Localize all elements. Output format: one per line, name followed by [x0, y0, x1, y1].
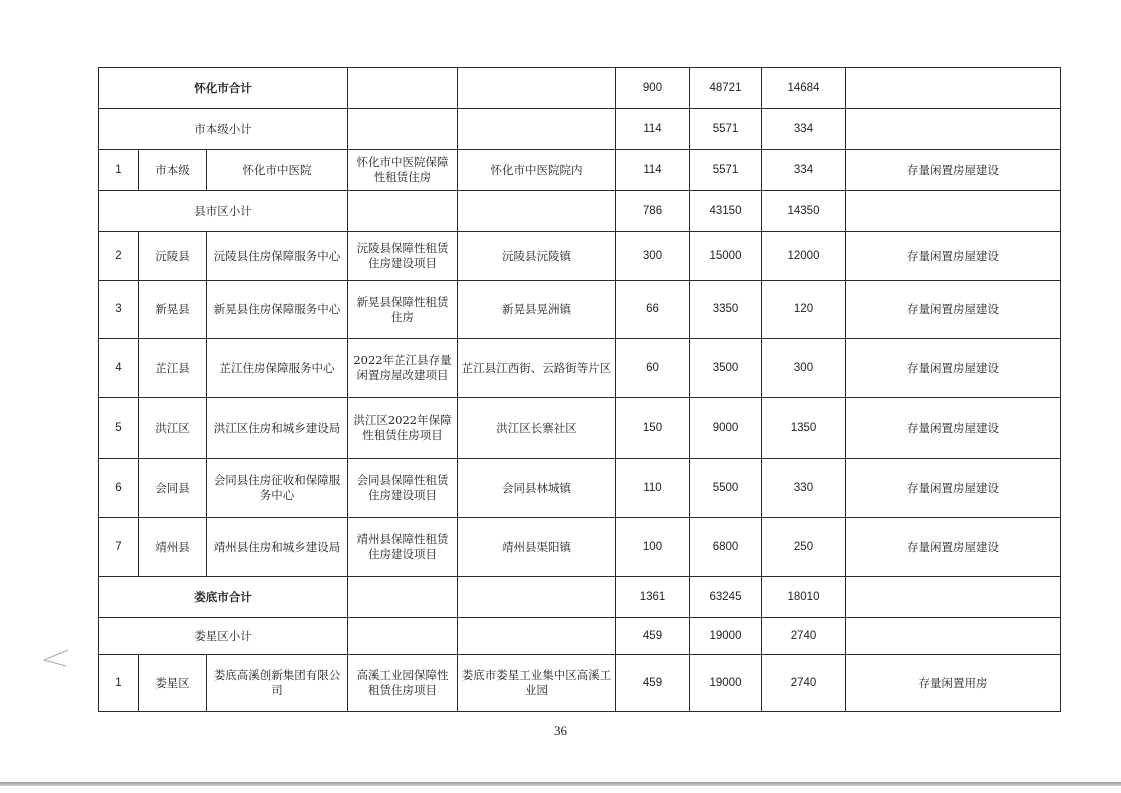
table-row — [99, 577, 1061, 618]
investment-cell: 2740 — [762, 655, 846, 712]
seq-cell: 6 — [99, 459, 139, 518]
empty-cell — [458, 618, 616, 655]
investment-cell: 330 — [762, 459, 846, 518]
units-cell: 150 — [616, 398, 690, 459]
location-cell: 芷江县江西街、云路街等片区 — [458, 339, 616, 398]
empty-cell — [846, 577, 1061, 618]
location-cell: 会同县林城镇 — [458, 459, 616, 518]
table-row — [99, 655, 1061, 712]
owner-cell: 新晃县住房保障服务中心 — [207, 281, 348, 339]
location-cell: 怀化市中医院院内 — [458, 150, 616, 191]
units-cell: 300 — [616, 232, 690, 281]
empty-cell — [348, 109, 458, 150]
county-cell: 市本级 — [139, 150, 207, 191]
location-cell: 娄底市娄星工业集中区高溪工业园 — [458, 655, 616, 712]
investment-cell: 1350 — [762, 398, 846, 459]
county-cell: 沅陵县 — [139, 232, 207, 281]
area-cell: 19000 — [690, 618, 762, 655]
investment-cell: 334 — [762, 150, 846, 191]
project-cell: 靖州县保障性租赁住房建设项目 — [348, 518, 458, 577]
empty-cell — [348, 191, 458, 232]
project-cell: 高溪工业园保障性租赁住房项目 — [348, 655, 458, 712]
seq-cell: 1 — [99, 655, 139, 712]
area-cell: 5571 — [690, 150, 762, 191]
method-cell: 存量闲置房屋建设 — [846, 232, 1061, 281]
method-cell: 存量闲置房屋建设 — [846, 459, 1061, 518]
seq-cell: 4 — [99, 339, 139, 398]
units-cell: 66 — [616, 281, 690, 339]
units-cell: 114 — [616, 150, 690, 191]
investment-cell: 12000 — [762, 232, 846, 281]
location-cell: 新晃县晃洲镇 — [458, 281, 616, 339]
area-cell: 3350 — [690, 281, 762, 339]
scan-edge-line — [0, 782, 1121, 786]
empty-cell — [846, 191, 1061, 232]
seq-cell: 5 — [99, 398, 139, 459]
area-cell: 63245 — [690, 577, 762, 618]
owner-cell: 怀化市中医院 — [207, 150, 348, 191]
project-cell: 沅陵县保障性租赁住房建设项目 — [348, 232, 458, 281]
investment-cell: 334 — [762, 109, 846, 150]
county-cell: 洪江区 — [139, 398, 207, 459]
empty-cell — [348, 577, 458, 618]
investment-cell: 14350 — [762, 191, 846, 232]
units-cell: 60 — [616, 339, 690, 398]
county-cell: 靖州县 — [139, 518, 207, 577]
empty-cell — [458, 191, 616, 232]
method-cell: 存量闲置房屋建设 — [846, 339, 1061, 398]
method-cell: 存量闲置用房 — [846, 655, 1061, 712]
empty-cell — [846, 109, 1061, 150]
area-cell: 15000 — [690, 232, 762, 281]
empty-cell — [846, 618, 1061, 655]
area-cell: 48721 — [690, 68, 762, 109]
method-cell: 存量闲置房屋建设 — [846, 398, 1061, 459]
table-row — [99, 518, 1061, 577]
empty-cell — [458, 577, 616, 618]
owner-cell: 沅陵县住房保障服务中心 — [207, 232, 348, 281]
units-cell: 900 — [616, 68, 690, 109]
owner-cell: 靖州县住房和城乡建设局 — [207, 518, 348, 577]
empty-cell — [348, 68, 458, 109]
location-cell: 沅陵县沅陵镇 — [458, 232, 616, 281]
owner-cell: 娄底高溪创新集团有限公司 — [207, 655, 348, 712]
area-cell: 3500 — [690, 339, 762, 398]
location-cell: 靖州县渠阳镇 — [458, 518, 616, 577]
table-row — [99, 68, 1061, 109]
area-cell: 5571 — [690, 109, 762, 150]
table-row — [99, 339, 1061, 398]
units-cell: 786 — [616, 191, 690, 232]
table-row — [99, 281, 1061, 339]
units-cell: 110 — [616, 459, 690, 518]
housing-project-table — [98, 67, 1061, 712]
empty-cell — [458, 68, 616, 109]
units-cell: 100 — [616, 518, 690, 577]
area-cell: 43150 — [690, 191, 762, 232]
county-cell: 新晃县 — [139, 281, 207, 339]
units-cell: 459 — [616, 655, 690, 712]
table-row — [99, 191, 1061, 232]
area-cell: 9000 — [690, 398, 762, 459]
subtotal-label: 县市区小计 — [99, 191, 348, 232]
empty-cell — [458, 109, 616, 150]
county-cell: 娄星区 — [139, 655, 207, 712]
investment-cell: 300 — [762, 339, 846, 398]
owner-cell: 会同县住房征收和保障服务中心 — [207, 459, 348, 518]
project-cell: 新晃县保障性租赁住房 — [348, 281, 458, 339]
group-total-label: 娄底市合计 — [99, 577, 348, 618]
group-total-label: 怀化市合计 — [99, 68, 348, 109]
owner-cell: 洪江区住房和城乡建设局 — [207, 398, 348, 459]
empty-cell — [846, 68, 1061, 109]
table-row — [99, 398, 1061, 459]
seq-cell: 7 — [99, 518, 139, 577]
area-cell: 19000 — [690, 655, 762, 712]
table-row — [99, 459, 1061, 518]
location-cell: 洪江区长寨社区 — [458, 398, 616, 459]
method-cell: 存量闲置房屋建设 — [846, 281, 1061, 339]
table-row — [99, 618, 1061, 655]
subtotal-label: 市本级小计 — [99, 109, 348, 150]
seq-cell: 1 — [99, 150, 139, 191]
method-cell: 存量闲置房屋建设 — [846, 150, 1061, 191]
page-number: 36 — [554, 723, 567, 738]
units-cell: 1361 — [616, 577, 690, 618]
subtotal-label: 娄星区小计 — [99, 618, 348, 655]
investment-cell: 2740 — [762, 618, 846, 655]
empty-cell — [348, 618, 458, 655]
seq-cell: 2 — [99, 232, 139, 281]
seq-cell: 3 — [99, 281, 139, 339]
investment-cell: 120 — [762, 281, 846, 339]
table-row — [99, 150, 1061, 191]
table-row — [99, 232, 1061, 281]
table-row — [99, 109, 1061, 150]
units-cell: 459 — [616, 618, 690, 655]
project-cell: 洪江区2022年保障性租赁住房项目 — [348, 398, 458, 459]
area-cell: 6800 — [690, 518, 762, 577]
project-cell: 怀化市中医院保障性租赁住房 — [348, 150, 458, 191]
owner-cell: 芷江住房保障服务中心 — [207, 339, 348, 398]
investment-cell: 14684 — [762, 68, 846, 109]
county-cell: 会同县 — [139, 459, 207, 518]
investment-cell: 250 — [762, 518, 846, 577]
project-cell: 2022年芷江县存量闲置房屋改建项目 — [348, 339, 458, 398]
pencil-stroke-mark — [40, 648, 70, 668]
units-cell: 114 — [616, 109, 690, 150]
project-cell: 会同县保障性租赁住房建设项目 — [348, 459, 458, 518]
area-cell: 5500 — [690, 459, 762, 518]
method-cell: 存量闲置房屋建设 — [846, 518, 1061, 577]
county-cell: 芷江县 — [139, 339, 207, 398]
investment-cell: 18010 — [762, 577, 846, 618]
